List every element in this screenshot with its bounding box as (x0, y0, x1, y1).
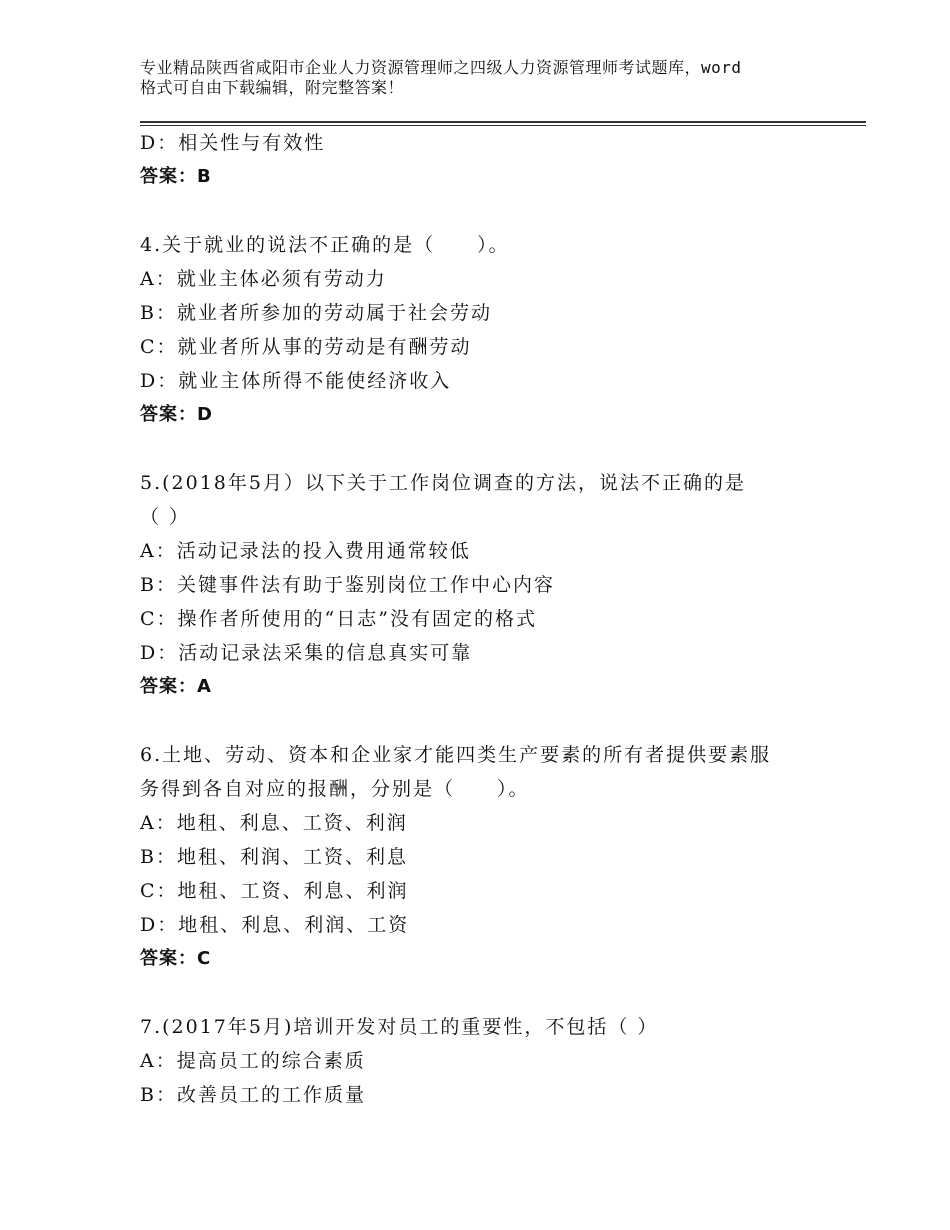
header-divider-thick (140, 121, 866, 123)
spacer (140, 432, 830, 466)
spacer (140, 976, 830, 1010)
q6-stem-line-1: 6.土地、劳动、资本和企业家才能四类生产要素的所有者提供要素服 (140, 744, 772, 766)
header-line-1: 专业精品陕西省咸阳市企业人力资源管理师之四级人力资源管理师考试题库，word (140, 58, 742, 77)
q6-option-a: A：地租、利息、工资、利润 (140, 812, 408, 834)
q6-option-c: C：地租、工资、利息、利润 (140, 880, 409, 902)
document-body (140, 126, 830, 1112)
q3-answer: 答案：B (140, 166, 212, 187)
q5-stem-line-2: （ ） (140, 506, 191, 528)
q6-answer: 答案：C (140, 948, 212, 969)
q5-option-b: B：关键事件法有助于鉴别岗位工作中心内容 (140, 574, 555, 596)
q5-option-a: A：活动记录法的投入费用通常较低 (140, 540, 471, 562)
q4-answer: 答案：D (140, 404, 213, 425)
q4-option-b: B：就业者所参加的劳动属于社会劳动 (140, 302, 492, 324)
q3-option-d: D：相关性与有效性 (140, 132, 326, 154)
q4-option-a: A：就业主体必须有劳动力 (140, 268, 387, 290)
q5-stem-line-1: 5.(2018年5月）以下关于工作岗位调查的方法，说法不正确的是 (140, 472, 746, 494)
q7-option-a: A：提高员工的综合素质 (140, 1050, 366, 1072)
q4-option-c: C：就业者所从事的劳动是有酬劳动 (140, 336, 472, 358)
q5-answer: 答案：A (140, 676, 212, 697)
q5-option-c: C：操作者所使用的“日志”没有固定的格式 (140, 608, 537, 630)
q4-stem: 4.关于就业的说法不正确的是（ ）。 (140, 234, 510, 256)
q6-option-b: B：地租、利润、工资、利息 (140, 846, 408, 868)
q7-option-b: B：改善员工的工作质量 (140, 1084, 366, 1106)
q7-stem: 7.(2017年5月)培训开发对员工的重要性，不包括（ ） (140, 1016, 659, 1038)
q6-option-d: D：地租、利息、利润、工资 (140, 914, 410, 936)
q5-option-d: D：活动记录法采集的信息真实可靠 (140, 642, 473, 664)
document-header (140, 58, 830, 98)
spacer (140, 704, 830, 738)
header-line-2: 格式可自由下载编辑，附完整答案！ (140, 78, 405, 97)
q4-option-d: D：就业主体所得不能使经济收入 (140, 370, 452, 392)
spacer (140, 194, 830, 228)
q6-stem-line-2: 务得到各自对应的报酬，分别是（ ）。 (140, 778, 530, 800)
